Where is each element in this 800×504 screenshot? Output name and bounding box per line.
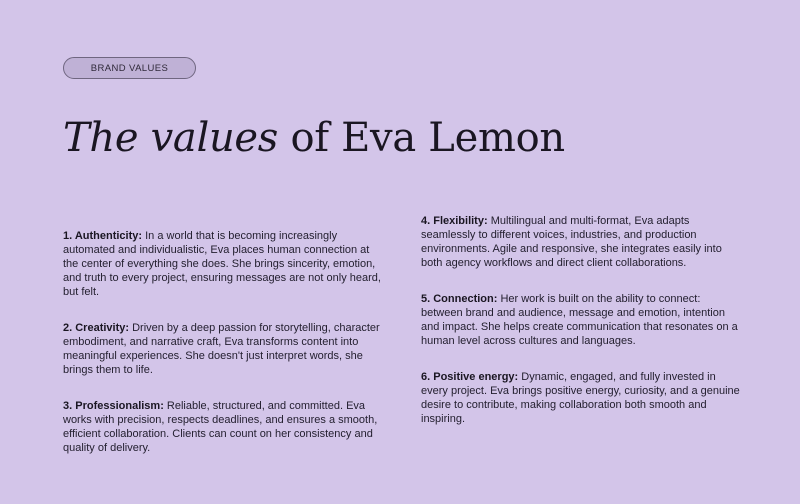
value-text: Reliable, structured, and committed. Eva works with precision, respects deadlines, and ensures a smooth, efficient collaboration. Clients can count on her consistency and quality of delivery. bbox=[63, 400, 378, 454]
value-item-connection bbox=[421, 292, 741, 348]
value-heading: 6. Positive energy: bbox=[421, 371, 519, 383]
value-text: Dynamic, engaged, and fully invested in every project. Eva brings positive energy, curiosity, and a genuine desire to contribute, making collaboration both smooth and inspiring. bbox=[421, 371, 740, 425]
page-title bbox=[63, 108, 565, 168]
value-text: Multilingual and multi-format, Eva adapts seamlessly to different voices, industries, and production environments. Agile and responsive, she integrates easily into both agency workflows and direct client collaborations. bbox=[421, 215, 722, 269]
value-heading: 4. Flexibility: bbox=[421, 215, 488, 227]
value-text: Driven by a deep passion for storytelling, character embodiment, and narrative craft, Eva transforms content into meaningful experiences. She doesn't just interpret words, she brings them to life. bbox=[63, 322, 380, 376]
value-text: In a world that is becoming increasingly automated and individualistic, Eva places human connection at the center of everything she does. She brings sincerity, emotion, and truth to every project, ensuring messages are not only heard, but felt. bbox=[63, 230, 381, 298]
value-heading: 1. Authenticity: bbox=[63, 230, 143, 242]
value-item-creativity bbox=[63, 321, 383, 377]
brand-values-badge bbox=[63, 57, 196, 79]
value-item-authenticity bbox=[63, 229, 383, 299]
values-column-right bbox=[421, 214, 741, 448]
title-rest: of Eva Lemon bbox=[278, 115, 565, 161]
value-item-professionalism bbox=[63, 399, 383, 455]
value-heading: 5. Connection: bbox=[421, 293, 498, 305]
title-emphasis: The values bbox=[63, 115, 279, 161]
value-text: Her work is built on the ability to connect: between brand and audience, message and emotion, intention and impact. She helps create communication that resonates on a human level across cultures and languages. bbox=[421, 293, 738, 347]
value-heading: 3. Professionalism: bbox=[63, 400, 164, 412]
value-item-flexibility bbox=[421, 214, 741, 270]
values-column-left bbox=[63, 229, 383, 477]
value-heading: 2. Creativity: bbox=[63, 322, 130, 334]
value-item-positive-energy bbox=[421, 370, 741, 426]
badge-label: BRAND VALUES bbox=[90, 62, 169, 74]
